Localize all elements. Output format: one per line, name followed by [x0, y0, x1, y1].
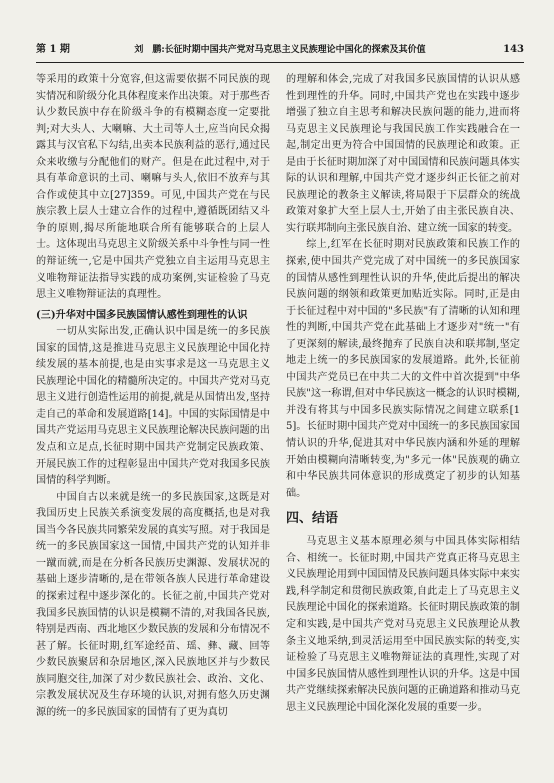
conclusion-heading: 四、结语	[286, 511, 339, 527]
paragraph: 的理解和体会,完成了对我国多民族国情的认识从感性到理性的升华。同时,中国共产党也在实践中逐步增强了独立自主思考和解决民族问题的能力,进而将马克思主义民族理论与我国民族工作实践融合在一起,制定出更为符合中国国情的民族理论和政策。正是由于长征时期加深了对中国国情和民族问题具体实际的认识和理解,中国共产党才逐步纠正长征之前对民族理论的教条主义解读,将局限于下层群众的统战政策对象扩大至上层人士,开始了由主张民族自决、实行联邦制向主张民族自治、建立统一国家的转变。	[286, 74, 520, 234]
left-column	[36, 72, 270, 721]
paragraph: 中国自古以来就是统一的多民族国家,这既是对我国历史上民族关系演变发展的高度概括,也是对我国当今各民族共同繁荣发展的真实写照。对于我国是统一的多民族国家这一国情,中国共产党的认知并非一蹴而就,而是在分析各民族历史渊源、发展状况的基础上逐步清晰的,是在带领各族人民进行革命建设的探索过程中逐步深化的。长征之前,中国共产党对我国多民族国情的认识是模糊不清的,对我国各民族,特别是西南、西北地区少数民族的发展和分布情况不甚了解。长征时期,红军途经苗、瑶、彝、藏、回等少数民族聚居和杂居地区,深入民族地区并与少数民族同胞交往,加深了对少数民族社会、政治、文化、宗教发展状况及生存环境的认识,对拥有悠久历史渊源的统一的多民族国家的国情有了更为真切	[36, 491, 270, 718]
page-header	[36, 43, 524, 59]
running-title: 刘 鹏:长征时期中国共产党对马克思主义民族理论中国化的探索及其价值	[134, 45, 426, 55]
paragraph: 综上,红军在长征时期对民族政策和民族工作的探索,使中国共产党完成了对中国统一的多民族国家的国情从感性到理性认识的升华,使此后提出的解决民族问题的纲领和政策更加贴近实际。同时,正是由于长征过程中对中国的"多民族"有了清晰的认知和理性的判断,中国共产党在此基础上才逐步对"统一"有了更深刻的解读,最终抛弃了民族自决和联邦制,坚定地走上统一的多民族国家的发展道路。此外,长征前中国共产党员已在中共二大的文件中首次提到"中华民族"这一称谓,但对中华民族这一概念的认识时模糊,并没有将其与中国多民族实际情况之间建立联系[15]。长征时期中国共产党对中国统一的多民族国家国情认识的升华,促进其对中华民族内涵和外延的理解开始由模糊向清晰转变,为"多元一体"民族观的确立和中华民族共同体意识的形成奠定了初步的认知基础。	[286, 239, 520, 499]
header-rule	[36, 62, 524, 63]
right-column	[286, 72, 520, 716]
paragraph: 一切从实际出发,正确认识中国是统一的多民族国家的国情,这是推进马克思主义民族理论中国化持续发展的基本前提,也是由实事求是这一马克思主义民族理论中国化的精髓所决定的。中国共产党对马克思主义进行创造性运用的前提,就是从国情出发,坚持走自己的革命和发展道路[14]。中国的实际国情是中国共产党运用马克思主义民族理论解决民族问题的出发点和立足点,长征时期中国共产党制定民族政策、开展民族工作的过程彰显出中国共产党对我国多民族国情的科学判断。	[36, 326, 270, 487]
paragraph: 马克思主义基本原理必须与中国具体实际相结合、相统一。长征时期,中国共产党真正将马克思主义民族理论用到中国国情及民族问题具体实际中来实践,科学制定和贯彻民族政策,自此走上了马克思主义民族理论中国化的探索道路。长征时期民族政策的制定和实践,是中国共产党对马克思主义民族理论从教条主义地采纳,到灵活运用至中国民族实际的转变,实证检验了马克思主义唯物辩证法的真理性,实现了对中国多民族国情从感性到理性认识的升华。这是中国共产党继续探索解决民族问题的正确道路和推动马克思主义民族理论中国化深化发展的重要一步。	[286, 536, 520, 713]
issue-label: 第 1 期	[36, 44, 70, 55]
page-number: 143	[503, 44, 524, 55]
section-heading: (三)升华对中国多民族国情认感性到理性的认识	[36, 309, 248, 321]
paragraph: 等采用的政策十分宽容,但这需要依据不同民族的现实情况和阶级分化具体程度来作出决策。对于那些否认少数民族中存在阶级斗争的有模糊态度一定要批判;对大头人、大喇嘛、大土司等人士,应当向民众揭露其与汉官私下勾结,出卖本民族利益的恶行,通过民众来收缴与分配他们的财产。但是在此过程中,对于具有革命意识的土司、喇嘛与头人,依旧不放弃与其合作或使其中立[27]359。可见,中国共产党在与民族宗教上层人士建立合作的过程中,遵循既团结又斗争的原则,揭尽所能地联合所有能够联合的上层人士。这体现出马克思主义阶级关系中斗争性与同一性的辩证统一,它是中国共产党独立自主运用马克思主义唯物辩证法指导实践的成功案例,实证检验了马克思主义唯物辩证法的真理性。	[36, 74, 270, 301]
